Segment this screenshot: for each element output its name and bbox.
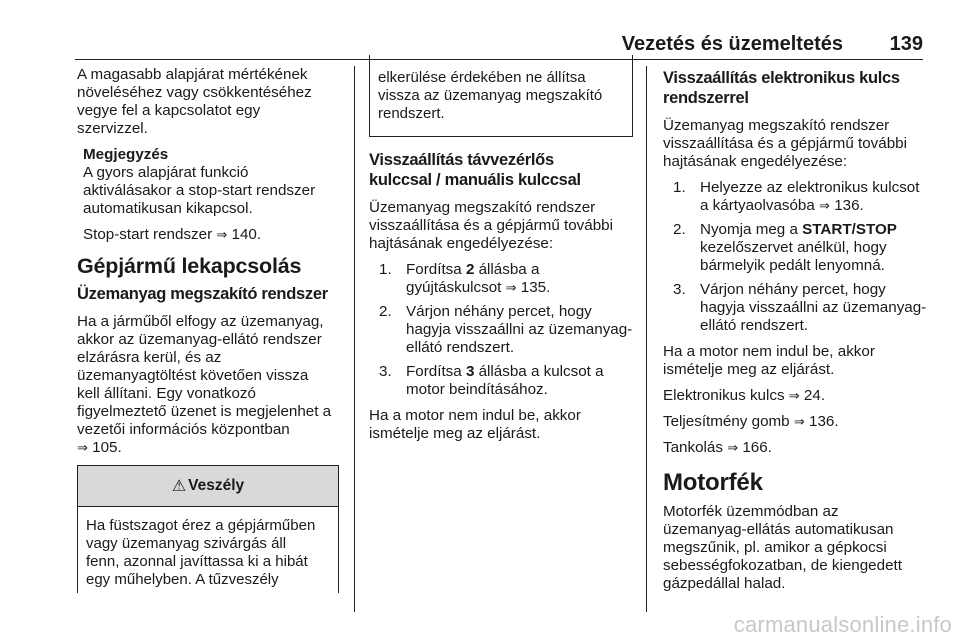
- page-title: Vezetés és üzemeltetés: [621, 33, 843, 55]
- ref-page[interactable]: 136.: [834, 197, 864, 214]
- ref-text: Stop-start rendszer: [83, 226, 213, 243]
- ref-page[interactable]: 166.: [742, 439, 772, 456]
- intro-paragraph: A magasabb alapjárat mértékének növeléséhez vagy csökkentéséhez vegye fel a kapcsolatot egy szervizzel.: [77, 66, 312, 137]
- body-reference: [77, 439, 345, 457]
- ref-page[interactable]: 136.: [809, 413, 839, 430]
- watermark: carmanualsonline.info: [733, 612, 952, 637]
- list-item: 3. Fordítsa 3 állásba a kulcsot a motor beindításához.: [379, 363, 604, 398]
- subsection-heading: Visszaállítás távvezérlős kulccsal / manuális kulccsal: [369, 151, 581, 189]
- danger-title: Veszély: [188, 477, 245, 494]
- outro-paragraph: Ha a motor nem indul be, akkor ismételje meg az eljárást.: [663, 343, 875, 378]
- warning-triangle-icon: ⚠: [171, 478, 187, 495]
- list-item: 3. Várjon néhány percet, hogy hagyja visszaállni az üzemanyag- ellátó rendszert.: [673, 281, 927, 334]
- danger-box: [77, 465, 339, 593]
- danger-text: Ha füstszagot érez a gépjárműben vagy üzemanyag szivárgás áll fenn, azonnal javíttassa ki a hibát egy műhelyben. A tűzveszély: [86, 517, 316, 588]
- column-divider-2: [646, 66, 647, 612]
- ref-page[interactable]: 105.: [92, 439, 122, 456]
- note-block: [83, 146, 345, 244]
- body-paragraph: Ha a járműből elfogy az üzemanyag, akkor az üzemanyag-ellátó rendszer elzárásra kerül, és az üzemanyagtöltést követően vissza kell állítani. Egy vonatkozó figyelmeztető üzenet is megjelenhet a vezetői információs központban: [77, 313, 332, 438]
- intro-paragraph: Üzemanyag megszakító rendszer visszaállítása és a gépjármű további hajtásának engedélyezése:: [663, 117, 907, 170]
- intro-paragraph: Üzemanyag megszakító rendszer visszaállítása és a gépjármű további hajtásának engedélyezése:: [369, 199, 613, 252]
- note-title: Megjegyzés: [83, 146, 169, 163]
- ref-page[interactable]: 135.: [520, 279, 551, 296]
- column-divider-1: [354, 66, 355, 612]
- list-item: 2. Várjon néhány percet, hogy hagyja visszaállni az üzemanyag- ellátó rendszert.: [379, 303, 633, 356]
- danger-box-continued: elkerülése érdekében ne állítsa vissza az üzemanyag megszakító rendszert.: [369, 55, 633, 137]
- page-reference-icon: ⇒: [216, 227, 228, 242]
- cross-reference: Elektronikus kulcs ⇒ 24.: [663, 387, 826, 404]
- cross-reference: Tankolás ⇒ 166.: [663, 439, 772, 456]
- page-reference-icon: ⇒: [819, 198, 830, 213]
- page-reference-icon: ⇒: [793, 414, 805, 429]
- subsection-heading: Visszaállítás elektronikus kulcs rendszerrel: [663, 69, 900, 107]
- column-2: [369, 148, 639, 451]
- ref-page[interactable]: 140.: [231, 226, 262, 243]
- cross-reference: [83, 226, 345, 244]
- column-3: [663, 66, 933, 601]
- section-heading: Motorfék: [663, 469, 763, 496]
- list-item: 2. Nyomja meg a START/STOP kezelőszervet anélkül, hogy bármelyik pedált lenyomná.: [673, 221, 897, 274]
- list-item: 1. Fordítsa 2 állásba a gyújtáskulcsot ⇒ 135.: [379, 261, 551, 296]
- column-1: [77, 66, 345, 465]
- steps-list: [663, 179, 933, 335]
- body-paragraph: Motorfék üzemmódban az üzemanyag-ellátás automatikusan megszűnik, pl. amikor a gépkocsi sebességfokozatban, de kiengedett gázpedállal halad.: [663, 503, 902, 592]
- note-text: A gyors alapjárat funkció aktiválásakor a stop-start rendszer automatikusan kikapcsol.: [83, 164, 316, 217]
- ref-page[interactable]: 24.: [803, 387, 826, 404]
- page-reference-icon: ⇒: [788, 388, 800, 403]
- danger-header: [78, 466, 338, 507]
- section-heading: Gépjármű lekapcsolás: [77, 254, 302, 278]
- cross-reference: Teljesítmény gomb ⇒ 136.: [663, 413, 839, 430]
- outro-paragraph: Ha a motor nem indul be, akkor ismételje meg az eljárást.: [369, 407, 581, 442]
- page-reference-icon: ⇒: [505, 280, 517, 295]
- steps-list: [369, 261, 639, 399]
- page-reference-icon: ⇒: [77, 440, 88, 455]
- subsection-heading: Üzemanyag megszakító rendszer: [77, 285, 328, 303]
- page-number: 139: [889, 33, 923, 55]
- page-reference-icon: ⇒: [727, 440, 739, 455]
- list-item: 1. Helyezze az elektronikus kulcsot a kártyaolvasóba ⇒ 136.: [673, 179, 920, 214]
